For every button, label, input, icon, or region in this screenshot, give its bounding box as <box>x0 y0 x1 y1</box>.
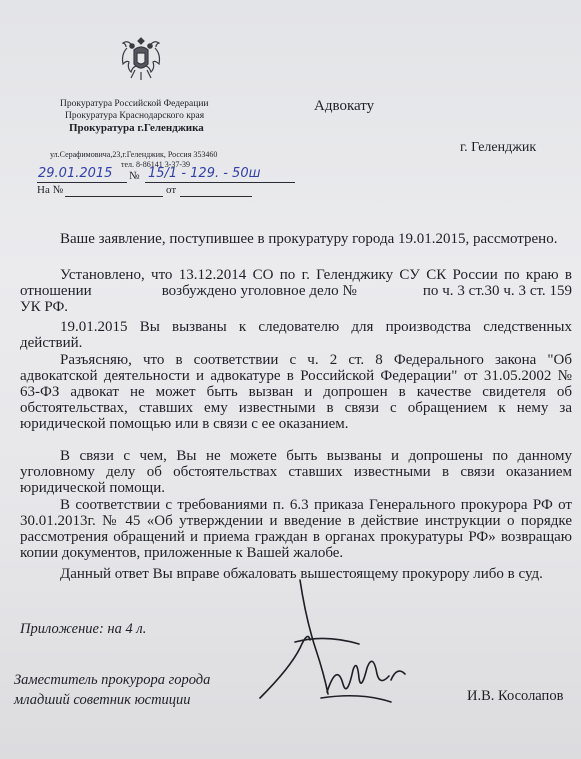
number-rule <box>145 182 295 183</box>
org-phone: тел. 8-86141 3-37-39 <box>121 160 191 169</box>
handwritten-date: 29.01.2015 <box>38 166 113 181</box>
double-headed-eagle-emblem <box>117 34 165 84</box>
addressee-city: г. Геленджик <box>460 140 537 155</box>
paragraph-4: Разъясняю, что в соответствии с ч. 2 ст. 8 Федерального закона "Об адвокатской деятельности и адвокатуре в Российской Федерации" от 31.05.2002 № 63-ФЗ адвокат не может быть вызван и допрошен в качестве свидетеля об обстоятельствах, ставших ему известными в связи с обращением к нему за юридической помощью или в связи с ее оказанием. <box>20 352 572 432</box>
signer-position-line-2: младший советник юстиции <box>14 692 191 708</box>
from-label: от <box>166 184 177 196</box>
org-line-1: Прокуратура Российской Федерации <box>60 99 209 109</box>
org-name: Прокуратура г.Геленджика <box>69 122 204 134</box>
paragraph-2-part-b: возбуждено уголовное дело № <box>161 283 357 299</box>
handwritten-signature <box>255 570 435 720</box>
signer-position-line-1: Заместитель прокурора города <box>14 672 211 688</box>
paragraph-2 <box>20 267 572 315</box>
letter-body <box>20 231 572 247</box>
paragraph-6: В соответствии с требованиями п. 6.3 приказа Генерального прокурора РФ от 30.01.2013г. № 45 «Об утверждении и введение в действие инструкции о порядке рассмотрения обращений и приема граждан в органах прокуратуры РФ» возвращаю копии документов, приложенные к Вашей жалобе. <box>20 497 572 561</box>
org-address: ул.Серафимовича,23,г.Геленджик, Россия 353460 <box>50 150 218 159</box>
paragraph-3: 19.01.2015 Вы вызваны к следователю для производства следственных действий. <box>20 319 572 351</box>
handwritten-outgoing-number: 15/1 - 129. - 50ш <box>148 166 261 181</box>
signer-name: И.В. Косолапов <box>467 688 564 704</box>
paragraph-2-part-c: по ч. 3 ст.30 ч. 3 ст. 159 УК РФ. <box>20 283 572 315</box>
paragraph-7: Данный ответ Вы вправе обжаловать вышестоящему прокурору либо в суд. <box>60 566 543 582</box>
on-number-label: На № <box>37 184 64 196</box>
from-rule <box>180 196 252 197</box>
number-sign: № <box>129 170 140 182</box>
paragraph-5: В связи с чем, Вы не можете быть вызваны и допрошены по данному уголовному делу об обстоятельствах ставших известными в связи оказанием юридической помощи. <box>20 448 572 496</box>
date-rule <box>37 182 127 183</box>
paragraph-1: Ваше заявление, поступившее в прокуратуру города 19.01.2015, рассмотрено. <box>60 231 558 247</box>
addressee-title: Адвокату <box>314 98 375 114</box>
attachment-note: Приложение: на 4 л. <box>20 621 147 637</box>
on-number-rule <box>65 196 163 197</box>
org-line-2: Прокуратура Краснодарского края <box>65 111 205 121</box>
paragraph-2-part-a: Установлено, что 13.12.2014 СО по г. Геленджику СУ СК России по краю в отношении <box>20 267 572 299</box>
